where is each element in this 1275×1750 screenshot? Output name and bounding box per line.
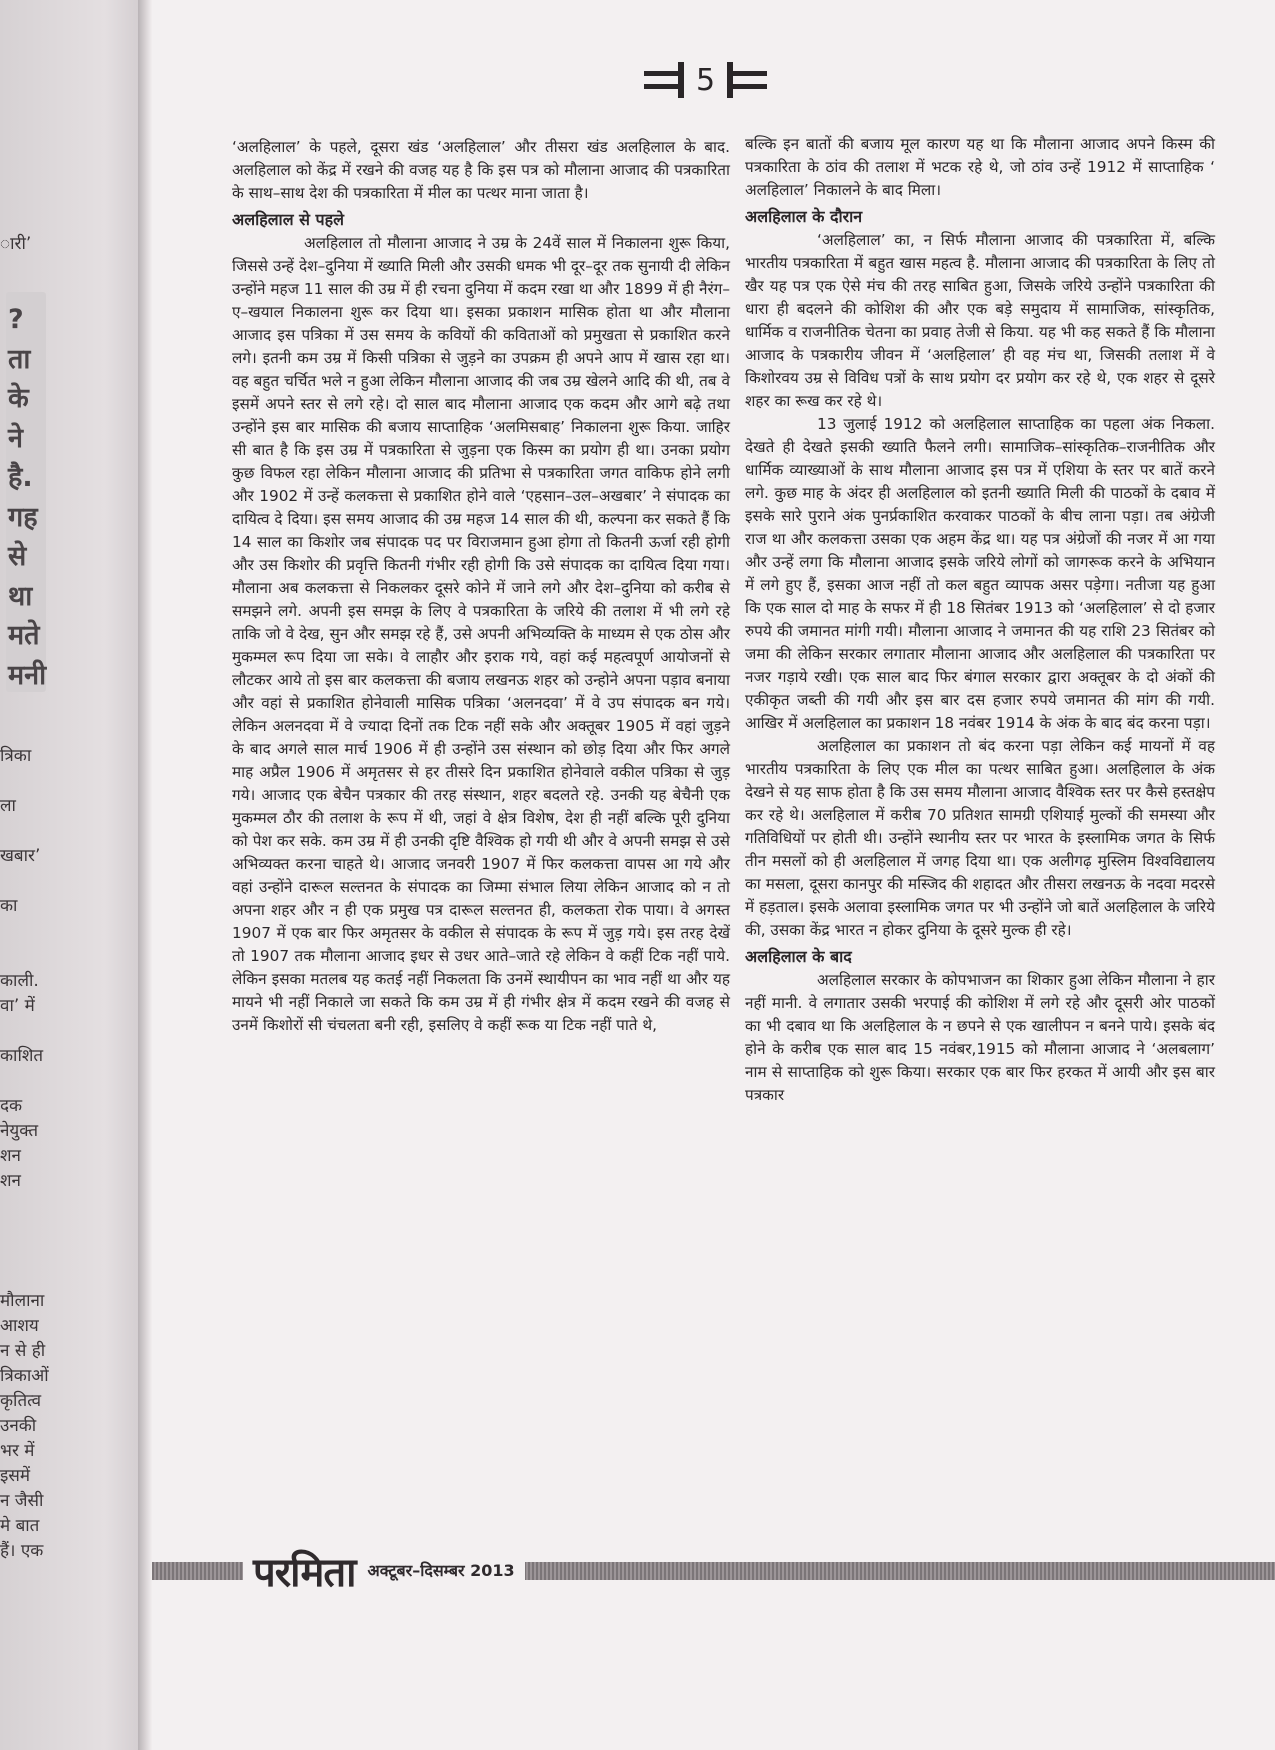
bleed-text-big: ? ता के ने है. गह से था मते मनी: [8, 304, 47, 691]
issue-date: अक्टूबर–दिसम्बर 2013: [367, 1561, 515, 1580]
bleed-text-bottom: मौलाना आशय न से ही त्रिकाओं कृतित्व उनकी भर में इसमें न जैसी मे बात हैं। एक: [0, 1291, 49, 1561]
previous-page-margin: [0, 0, 150, 1750]
footer-masthead: [243, 1545, 525, 1595]
body-paragraph: अलहिलाल तो मौलाना आजाद ने उम्र के 24वें साल में निकालना शुरू किया, जिससे उन्हें देश–दुनिया में ख्याति मिली और उसकी धमक भी दूर–दूर तक सुनायी दी लेकिन उन्होंने महज 11 साल की उम्र में ही रचना दुनिया में कदम रखा था और 1899 में ही नैरंग–ए–खयाल निकालना शुरू कर दिया था। इसका प्रकाशन मासिक होता था और मौलाना आजाद इस पत्रिका में उस समय के कवियों की कविताओं को प्रमुखता से प्रकाशित करने लगे। इतनी कम उम्र में किसी पत्रिका से जुड़ने का उपक्रम ही अपने आप में खास रहा था। वह बहुत चर्चित भले न हुआ लेकिन मौलाना आजाद की जब उम्र खेलने आदि की थी, तब वे इसमें अपने स्तर से लगे रहे। दो साल बाद मौलाना आजाद एक कदम और आगे बढ़े तथा उन्होंने इस बार मासिक की बजाय साप्ताहिक ‘अलमिसबाह’ निकालना शुरू किया. जाहिर सी बात है कि इस उम्र में पत्रकारिता से जुड़ना एक किस्म का प्रयोग ही था। उनका प्रयोग कुछ विफल रहा लेकिन मौलाना आजाद की प्रतिभा से पत्रकारिता जगत वाकिफ होने लगी और 1902 में उन्हें कलकत्ता से प्रकाशित होने वाले ‘एहसान–उल–अखबार’ ने संपादक का दायित्व दे दिया। इस समय आजाद की उम्र महज 14 साल की थी, कल्पना कर सकते हैं कि 14 साल का किशोर जब संपादक पद पर विराजमान हुआ होगा तो कितनी ऊर्जा रही होगी और उस किशोर की प्रवृत्ति कितनी गंभीर रही होगी कि उसे संपादक का दायित्व दिया गया। मौलाना अब कलकत्ता से निकलकर दूसरे कोने में जाने लगे और देश–दुनिया को करीब से समझने लगे. अपनी इस समझ के लिए वे पत्रकारिता के जरिये की तलाश में भी लगे रहे ताकि जो वे देख, सुन और समझ रहे हैं, उसे अपनी अभिव्यक्ति के माध्यम से एक ठोस और मुकम्मल रूप दिया जा सके। वे लाहौर और इराक गये, वहां कई महत्वपूर्ण आयोजनों से लौटकर आये तो इस बार कलकत्ता की बजाय लखनऊ शहर को उन्होने अपना पड़ाव बनाया और वहां से प्रकाशित होनेवाली मासिक पत्रिका ‘अलनदवा’ में वे उप संपादक बन गये। लेकिन अलनदवा में वे ज्यादा दिनों तक टिक नहीं सके और अक्तूबर 1905 में वहां जुड़ने के बाद अगले साल मार्च 1906 में ही उन्होंने उस संस्थान को छोड़ दिया और फिर अगले माह अप्रैल 1906 में अमृतसर से हर तीसरे दिन प्रकाशित होनेवाले वकील पत्रिका से जुड़ गये। आजाद एक बेचैन पत्रकार की तरह संस्थान, शहर बदलते रहे. उनकी यह बेचैनी एक मुकम्मल ठौर की तलाश के रूप में थी, जहां वे क्षेत्र विशेष, देश ही नहीं बल्कि पूरी दुनिया को पेश कर सके. कम उम्र में ही उनकी दृष्टि वैश्विक हो गयी थी और वे अपनी समझ से उसे अभिव्यक्त करना चाहते थे। आजाद जनवरी 1907 में फिर कलकत्ता वापस आ गये और वहां उन्होंने दारूल सल्तनत के संपादक का जिम्मा संभाल लिया लेकिन आजाद को न तो अपना शहर और न ही एक प्रमुख पत्र दारूल सल्तनत ही, कलकता रोक पाया। वे अगस्त 1907 में एक बार फिर अमृतसर के वकील से संपादक के रूप में जुड़ गये। इस तरह देखें तो 1907 तक मौलाना आजाद इधर से उधर आते–जाते रहे लेकिन वे कहीं टिक नहीं पाये. लेकिन इसका मतलब यह कतई नहीं निकलता कि उनमें स्थायीपन का भाव नहीं था और यह मायने भी नहीं निकाले जा सकते कि कम उम्र में ही गंभीर क्षेत्र में कदम रखने की वजह से उनमें किशोरों सी चंचलता बनी रही, इसलिए वे कहीं रूक या टिक नहीं पाते थे,: [232, 234, 730, 1034]
section-heading-after: अलहिलाल के बाद: [745, 947, 852, 966]
article-column-left: [232, 136, 730, 1037]
body-paragraph: अलहिलाल सरकार के कोपभाजन का शिकार हुआ लेकिन मौलाना ने हार नहीं मानी. वे लगातार उसकी भरपाई की कोशिश में लगे रहे और दूसरी ओर पाठकों का भी दबाव था कि अलहिलाल के न छपने से एक खालीपन न बनने पाये। इसके बंद होने के करीब एक साल बाद 15 नवंबर,1915 को मौलाना आजाद ने ‘अलबलाग’ नाम से साप्ताहिक को शुरू किया। सरकार एक बार फिर हरकत में आयी और इस बार पत्रकार: [745, 971, 1215, 1104]
page-number-emblem: [640, 50, 771, 110]
section-heading-before: अलहिलाल से पहले: [232, 210, 344, 229]
body-paragraph: 13 जुलाई 1912 को अलहिलाल साप्ताहिक का पहला अंक निकला. देखते ही देखते इसकी ख्याति फैलने लगी। सामाजिक–सांस्कृतिक–राजनीतिक और धार्मिक व्याख्याओं के साथ मौलाना आजाद इस पत्र में एशिया के स्तर पर बातें करने लगे. कुछ माह के अंदर ही अलहिलाल को इतनी ख्याति मिली की पाठकों के दबाव में इसके सारे पुराने अंक पुनर्प्रकाशित करवाकर पाठकों के बीच लाना पड़ा। तब अंग्रेजी राज था और कलकत्ता उसका एक अहम केंद्र था। यह पत्र अंग्रेजों की नजर में आ गया और उन्हें लगा कि मौलाना आजाद इसके जरिये लोगों को जागरूक करने के अभियान में लगे हुए हैं, इसका आज नहीं तो कल बहुत व्यापक असर पड़ेगा। नतीजा यह हुआ कि एक साल दो माह के सफर में ही 18 सितंबर 1913 को ‘अलहिलाल’ से दो हजार रुपये की जमानत मांगी गयी। मौलाना आजाद ने जमानत की यह राशि 23 सितंबर को जमा की लेकिन सरकार लगातार मौलाना आजाद और अलहिलाल की पत्रकारिता पर नजर गड़ाये रखी। एक साल बाद फिर बंगाल सरकार द्वारा अक्तूबर के दो अंकों की एकीकृत जब्ती की गयी और इस बार दस हजार रुपये जमानत की मांग की गयी. आखिर में अलहिलाल का प्रकाशन 18 नवंबर 1914 के अंक के बाद बंद करना पड़ा।: [745, 415, 1215, 732]
article-column-right: [745, 133, 1215, 1107]
body-paragraph: अलहिलाल का प्रकाशन तो बंद करना पड़ा लेकिन कई मायनों में वह भारतीय पत्रकारिता के लिए एक मील का पत्थर साबित हुआ। अलहिलाल के अंक देखने से यह साफ होता है कि उस समय मौलाना आजाद वैश्विक स्तर पर कैसे हस्तक्षेप कर रहे थे। अलहिलाल में करीब 70 प्रतिशत सामग्री एशियाई मुल्कों की समस्या और गतिविधियों पर होती थी। उन्होंने स्थानीय स्तर पर भारत के इस्लामिक जगत के सिर्फ तीन मसलों को ही अलहिलाल में जगह दिया था। एक अलीगढ़ मुस्लिम विश्वविद्यालय का मसला, दूसरा कानपुर की मस्जिद की शहादत और तीसरा लखनऊ के नदवा मदरसे में हड़ताल। इसके अलावा इस्लामिक जगत पर भी उन्होंने जो बातें अलहिलाल के जरिये की, उसका केंद्र भारत न होकर दुनिया के दूसरे मुल्क ही रहे।: [745, 737, 1215, 939]
section-heading-during: अलहिलाल के दौरान: [745, 207, 863, 226]
intro-paragraph: ‘अलहिलाल’ के पहले, दूसरा खंड ‘अलहिलाल’ और तीसरा खंड अलहिलाल के बाद. अलहिलाल को केंद्र में रखने की वजह यह है कि इस पत्र को मौलाना आजाद की पत्रकारिता के साथ–साथ देश की पत्रकारिता में मील का पत्थर माना जाता है।: [232, 138, 730, 202]
page-number: 5: [696, 62, 716, 98]
right-ornament-icon: [723, 60, 771, 100]
bleed-text-top: ारी’: [0, 234, 32, 254]
bleed-text-middle: त्रिका ला खबार’ का काली. वा’ में काशित दक नेयुक्त शन शन: [0, 746, 44, 1191]
book-spine-shadow: [138, 0, 152, 1750]
magazine-title: परमिता: [253, 1548, 356, 1596]
body-paragraph: ‘अलहिलाल’ का, न सिर्फ मौलाना आजाद की पत्रकारिता में, बल्कि भारतीय पत्रकारिता में बहुत खास महत्व है. मौलाना आजाद की पत्रकारिता के लिए तो खैर यह पत्र एक ऐसे मंच की तरह साबित हुआ, जिसके जरिये उन्होंने पत्रकारिता की धारा ही बदलने की कोशिश की और एक बड़े समुदाय में सामाजिक, सांस्कृतिक, धार्मिक व राजनीतिक चेतना का प्रवाह तेजी से किया. यह भी कह सकते हैं कि मौलाना आजाद के पत्रकारीय जीवन में ‘अलहिलाल’ ही वह मंच था, जिसकी तलाश में वे किशोरवय उम्र से विविध पत्रों के साथ प्रयोग दर प्रयोग कर रहे थे, एक शहर से दूसरे शहर का रूख कर रहे थे।: [745, 231, 1215, 410]
continuation-paragraph: बल्कि इन बातों की बजाय मूल कारण यह था कि मौलाना आजाद अपने किस्म की पत्रकारिता के ठांव की तलाश में भटक रहे थे, जो ठांव उन्हें 1912 में साप्ताहिक ‘ अलहिलाल’ निकालने के बाद मिला।: [745, 135, 1215, 199]
left-ornament-icon: [640, 60, 688, 100]
